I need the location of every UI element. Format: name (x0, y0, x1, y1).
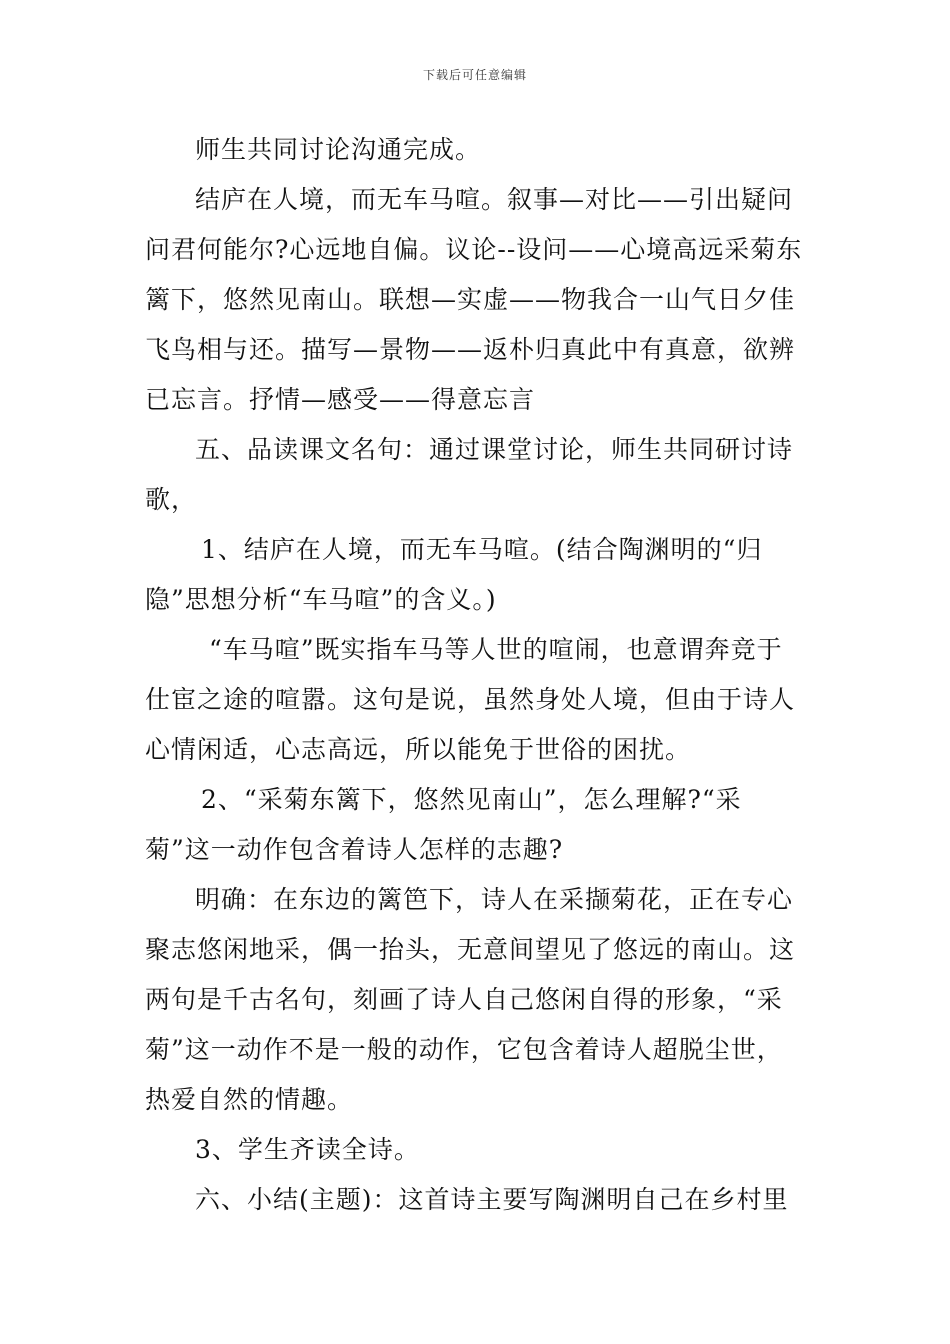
paragraph-line: 两句是千古名句，刻画了诗人自己悠闲自得的形象，“采 (145, 985, 783, 1014)
paragraph-line: 篱下，悠然见南山。联想—实虚——物我合一山气日夕佳 (145, 285, 796, 314)
paragraph-line: 问君何能尔?心远地自偏。议论--设问——心境高远采菊东 (145, 235, 803, 264)
answer-line: 明确：在东边的篱笆下，诗人在采撷菊花，正在专心 (195, 885, 794, 914)
question-line: 1、结庐在人境，而无车马喧。(结合陶渊明的“归 (201, 535, 763, 564)
section-heading-line: 六、小结(主题)：这首诗主要写陶渊明自己在乡村里 (195, 1185, 789, 1214)
paragraph-line: 3、学生齐读全诗。 (195, 1135, 420, 1164)
paragraph-line: 飞鸟相与还。描写—景物——返朴归真此中有真意，欲辨 (145, 335, 796, 364)
paragraph-line: 仕宦之途的喧嚣。这句是说，虽然身处人境，但由于诗人 (145, 685, 796, 714)
paragraph-line: “车马喧”既实指车马等人世的喧闹，也意谓奔竞于 (209, 635, 783, 664)
section-heading-line: 五、品读课文名句：通过课堂讨论，师生共同研讨诗 (195, 435, 794, 464)
paragraph-line: 隐”思想分析“车马喧”的含义。) (145, 585, 497, 614)
paragraph-line: 菊”这一动作不是一般的动作，它包含着诗人超脱尘世， (145, 1035, 783, 1064)
paragraph-line: 已忘言。抒情—感受——得意忘言 (145, 385, 536, 414)
paragraph-line: 师生共同讨论沟通完成。 (195, 135, 482, 164)
paragraph-line: 结庐在人境，而无车马喧。叙事—对比——引出疑问 (195, 185, 794, 214)
paragraph-line: 歌， (145, 485, 198, 514)
paragraph-line: 心情闲适，心志高远，所以能免于世俗的困扰。 (145, 735, 692, 764)
question-line: 2、“采菊东篱下，悠然见南山”，怎么理解?“采 (201, 785, 742, 814)
paragraph-line: 聚志悠闲地采，偶一抬头，无意间望见了悠远的南山。这 (145, 935, 796, 964)
document-body (145, 125, 810, 1225)
page-header: 下载后可任意编辑 (422, 68, 527, 82)
paragraph-line: 菊”这一动作包含着诗人怎样的志趣? (145, 835, 564, 864)
paragraph-line: 热爱自然的情趣。 (145, 1085, 354, 1114)
